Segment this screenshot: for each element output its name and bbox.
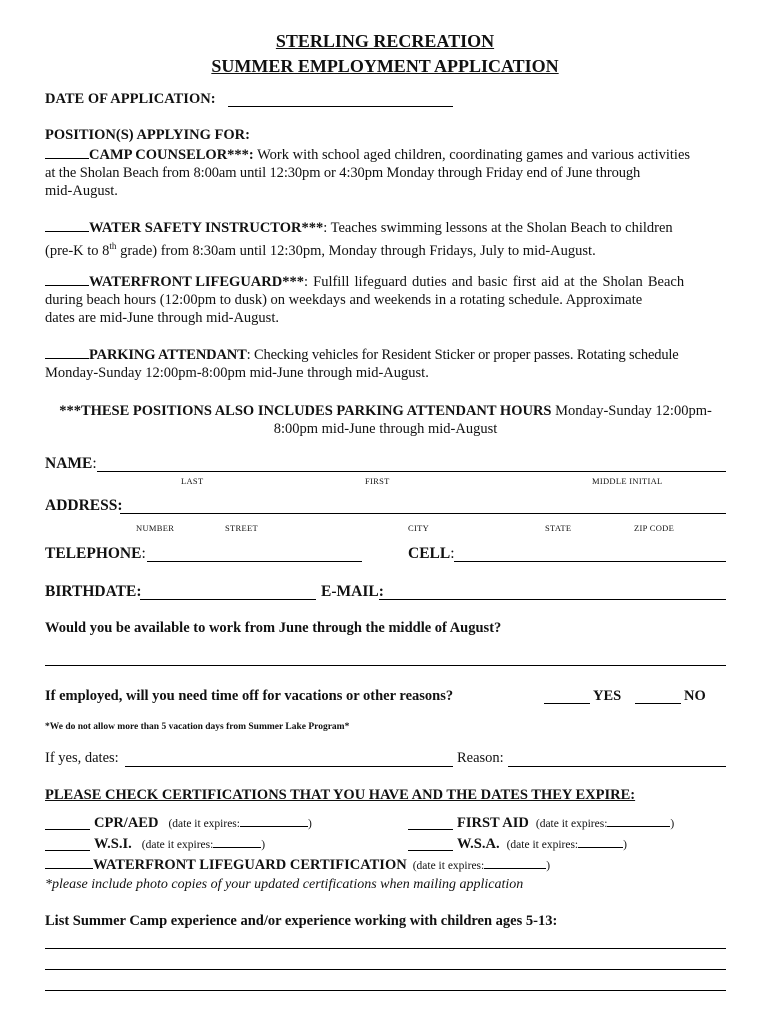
telephone-field[interactable]: [147, 561, 362, 562]
wsi-position-check[interactable]: [45, 219, 89, 232]
no-label: NO: [684, 688, 706, 704]
address-sub-zip: ZIP CODE: [634, 523, 675, 533]
first-aid-row: FIRST AID (date it expires: ): [457, 815, 675, 831]
email-label: E-MAIL:: [321, 583, 384, 600]
position-lifeguard: WATERFRONT LIFEGUARD***: Fulfill lifeguard duties and basic first aid at the Sholan Beach during beach hours (12:00pm to dusk) on weekdays and weekends in a rotating schedule. Approximate dates are mid-June through mid-August.: [45, 274, 685, 326]
positions-heading: POSITION(S) APPLYING FOR:: [45, 127, 250, 143]
no-check[interactable]: [635, 703, 681, 704]
wfl-row: WATERFRONT LIFEGUARD CERTIFICATION (date it expires: ): [45, 856, 550, 874]
date-label: DATE OF APPLICATION:: [45, 91, 216, 107]
experience-line-2[interactable]: [45, 969, 726, 970]
address-sub-state: STATE: [545, 523, 572, 533]
dates-field[interactable]: [125, 766, 453, 767]
photo-note: *please include photo copies of your updated certifications when mailing application: [45, 877, 524, 892]
reason-field[interactable]: [508, 766, 726, 767]
cpr-check[interactable]: [45, 829, 90, 830]
position-parking: PARKING ATTENDANT: Checking vehicles for Resident Sticker or proper passes. Rotating schedule Monday-Sunday 12:00pm-8:00pm mid-June through mid-August.: [45, 347, 679, 381]
cert-heading: PLEASE CHECK CERTIFICATIONS THAT YOU HAVE AND THE DATES THEY EXPIRE:: [45, 787, 636, 803]
form-title-line1: STERLING RECREATION: [275, 31, 495, 51]
wfl-expire-field[interactable]: [484, 857, 546, 869]
email-field[interactable]: [379, 599, 726, 600]
yes-label: YES: [593, 688, 622, 704]
wsa-check[interactable]: [408, 850, 453, 851]
cell-label: CELL:: [408, 545, 455, 562]
position-camp-counselor: CAMP COUNSELOR***: Work with school aged children, coordinating games and various activities at the Sholan Beach from 8:00am until 12:30pm or 4:30pm Monday through Friday end of June through mid-August.: [45, 147, 691, 199]
experience-line-3[interactable]: [45, 990, 726, 991]
timeoff-question: If employed, will you need time off for vacations or other reasons?: [45, 688, 454, 704]
address-sub-city: CITY: [408, 523, 430, 533]
address-label: ADDRESS:: [45, 497, 123, 514]
cell-field[interactable]: [454, 561, 726, 562]
birthdate-field[interactable]: [140, 599, 316, 600]
address-sub-number: NUMBER: [136, 523, 175, 533]
address-field[interactable]: [120, 513, 726, 514]
birthdate-label: BIRTHDATE:: [45, 583, 142, 600]
wsi-check[interactable]: [45, 850, 90, 851]
camp-counselor-check[interactable]: [45, 146, 89, 159]
name-field[interactable]: [97, 471, 726, 472]
positions-note: ***THESE POSITIONS ALSO INCLUDES PARKING ATTENDANT HOURS Monday-Sunday 12:00pm- 8:00pm mid-June through mid-August: [59, 403, 712, 437]
vacation-note: *We do not allow more than 5 vacation days from Summer Lake Program*: [45, 722, 350, 732]
date-field[interactable]: [228, 106, 453, 107]
ifyes-label: If yes, dates:: [45, 750, 119, 766]
name-sub-first: FIRST: [365, 476, 390, 486]
lifeguard-position-check[interactable]: [45, 273, 89, 286]
parking-position-check[interactable]: [45, 346, 89, 359]
first-aid-expire-field[interactable]: [607, 815, 670, 827]
telephone-label: TELEPHONE:: [45, 545, 146, 562]
wsa-expire-field[interactable]: [578, 836, 623, 848]
first-aid-check[interactable]: [408, 829, 453, 830]
position-wsi: WATER SAFETY INSTRUCTOR***: Teaches swimming lessons at the Sholan Beach to children (pre-K to 8th grade) from 8:30am until 12:30pm, Monday through Fridays, July to mid-August.: [45, 220, 673, 259]
address-sub-street: STREET: [225, 523, 258, 533]
reason-label: Reason:: [457, 750, 504, 766]
wsi-expire-field[interactable]: [213, 836, 261, 848]
yes-check[interactable]: [544, 703, 590, 704]
name-sub-last: LAST: [181, 476, 204, 486]
experience-label: List Summer Camp experience and/or experience working with children ages 5-13:: [45, 913, 558, 929]
cpr-expire-field[interactable]: [240, 815, 308, 827]
name-label: NAME:: [45, 455, 97, 472]
form-title-line2: SUMMER EMPLOYMENT APPLICATION: [211, 56, 559, 76]
name-sub-middle: MIDDLE INITIAL: [592, 476, 663, 486]
wsi-row: W.S.I. (date it expires: ): [94, 836, 266, 852]
cpr-row: CPR/AED (date it expires: ): [94, 815, 312, 831]
wfl-check[interactable]: [45, 856, 93, 869]
availability-question: Would you be available to work from June through the middle of August?: [45, 620, 502, 636]
wsa-row: W.S.A. (date it expires: ): [457, 836, 627, 852]
experience-line-1[interactable]: [45, 948, 726, 949]
availability-answer-line[interactable]: [45, 665, 726, 666]
